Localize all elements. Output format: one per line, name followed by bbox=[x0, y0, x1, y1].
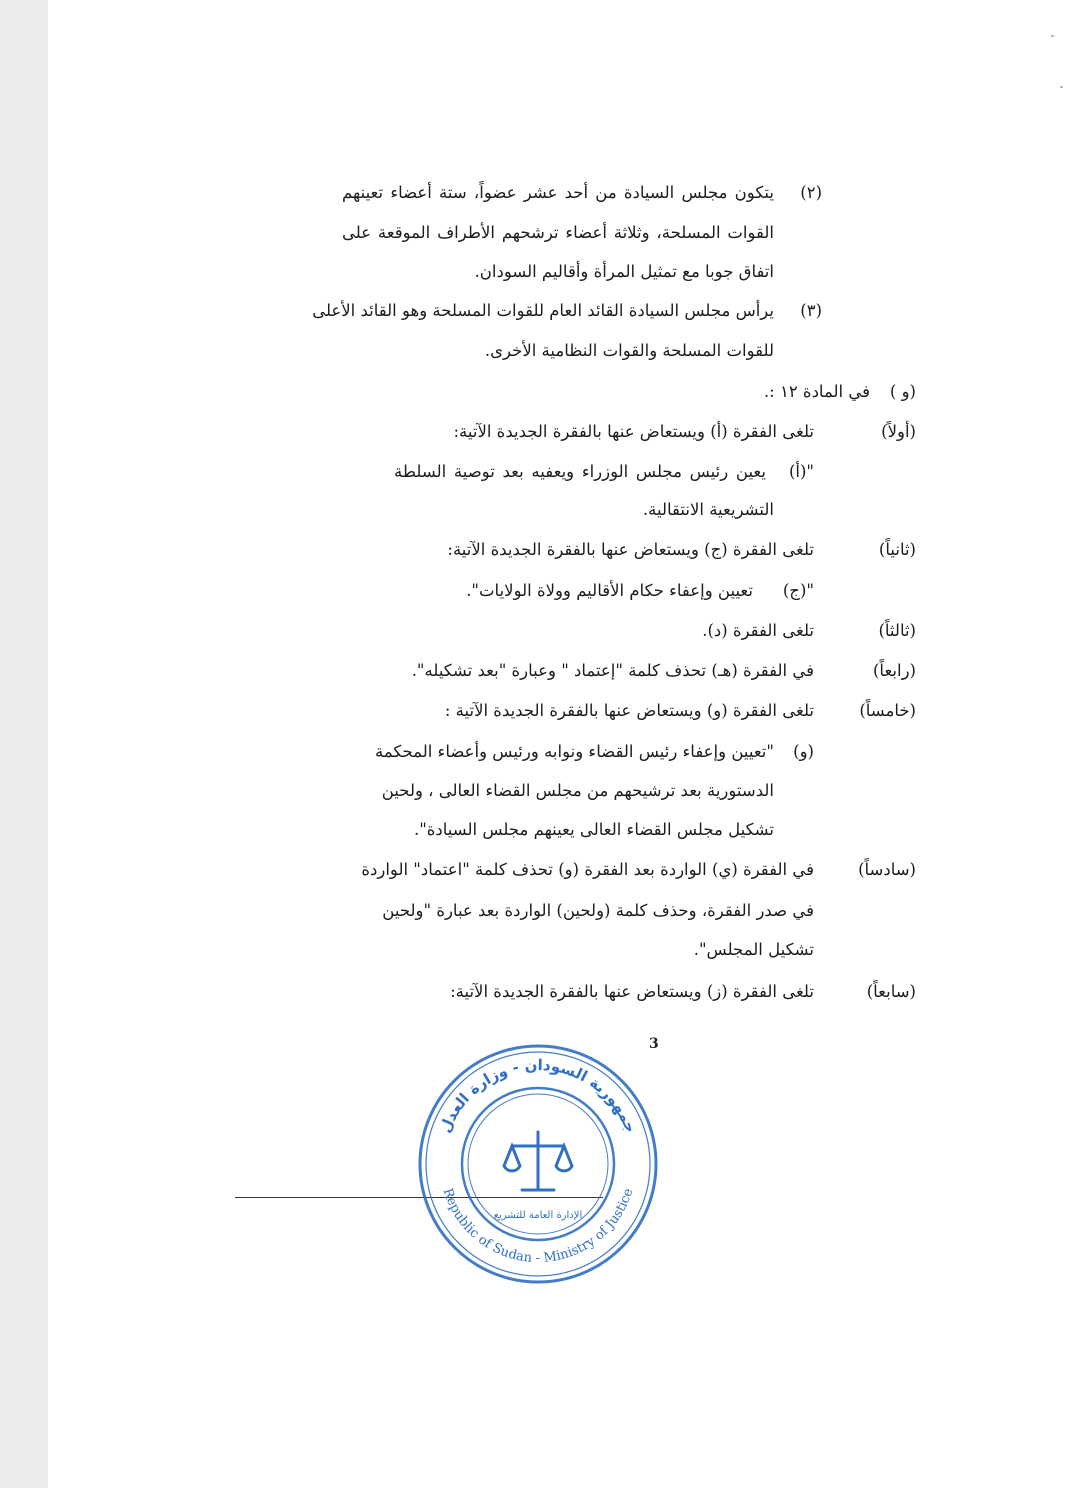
scan-speck bbox=[1060, 86, 1063, 88]
item-label-third: (ثالثاً) bbox=[878, 621, 916, 640]
item-sixth-line-2: في صدر الفقرة، وحذف كلمة (ولحين) الواردة بعد عبارة "ولحين bbox=[382, 901, 814, 920]
item-label-seventh: (سابعاً) bbox=[866, 982, 916, 1001]
item-fourth-text: في الفقرة (هـ) تحذف كلمة "إعتماد " وعبارة "بعد تشكيله". bbox=[411, 661, 814, 680]
new-clause-a-line-2: التشريعية الانتقالية. bbox=[642, 500, 774, 519]
seal-arabic-text: جمهورية السودان - وزارة العدل bbox=[435, 1055, 641, 1136]
item-second-text: تلغى الفقرة (ج) ويستعاض عنها بالفقرة الجديدة الآتية: bbox=[447, 540, 814, 559]
item-label-sixth: (سادساً) bbox=[858, 860, 916, 879]
new-clause-label-a: "(أ) bbox=[788, 462, 814, 481]
new-clause-waw-line-1: "تعيين وإعفاء رئيس القضاء ونوابه ورئيس وأعضاء المحكمة bbox=[375, 742, 774, 761]
item-fifth-text: تلغى الفقرة (و) ويستعاض عنها بالفقرة الجديدة الآتية : bbox=[444, 701, 814, 720]
clause-3-line-1: يرأس مجلس السيادة القائد العام للقوات المسلحة وهو القائد الأعلى bbox=[312, 301, 774, 320]
document-page bbox=[48, 0, 1080, 1488]
clause-2-line-2: القوات المسلحة، وثلاثة أعضاء ترشحهم الأطراف الموقعة على bbox=[342, 223, 774, 242]
seal-english-text: Republic of Sudan - Ministry of Justice bbox=[439, 1186, 637, 1266]
new-clause-label-jim: "(ج) bbox=[782, 581, 814, 600]
scales-of-justice-icon bbox=[504, 1132, 572, 1190]
item-label-fifth: (خامساً) bbox=[859, 701, 916, 720]
section-waw-text: في المادة ١٢ :. bbox=[763, 382, 870, 401]
clause-2-line-3: اتفاق جوبا مع تمثيل المرأة وأقاليم السودان. bbox=[474, 262, 774, 281]
clause-label-2: (٢) bbox=[800, 183, 822, 202]
item-seventh-text: تلغى الفقرة (ز) ويستعاض عنها بالفقرة الجديدة الآتية: bbox=[450, 982, 814, 1001]
ministry-of-justice-seal bbox=[414, 1040, 662, 1288]
item-label-first: (أولاً) bbox=[881, 422, 916, 441]
page-number: 3 bbox=[649, 1036, 659, 1052]
new-clause-a-line-1: يعين رئيس مجلس الوزراء ويعفيه بعد توصية السلطة bbox=[394, 462, 766, 481]
item-sixth-line-3: تشكيل المجلس". bbox=[693, 940, 814, 959]
new-clause-label-waw: (و) bbox=[793, 742, 814, 761]
clause-2-line-1: يتكون مجلس السيادة من أحد عشر عضواً، ستة أعضاء تعينهم bbox=[342, 183, 774, 202]
scan-speck bbox=[1051, 35, 1054, 37]
item-first-text: تلغى الفقرة (أ) ويستعاض عنها بالفقرة الجديدة الآتية: bbox=[453, 422, 814, 441]
seal-inner-text: الإدارة العامة للتشريع bbox=[493, 1210, 583, 1221]
clause-3-line-2: للقوات المسلحة والقوات النظامية الأخرى. bbox=[484, 341, 774, 360]
item-sixth-line-1: في الفقرة (ي) الواردة بعد الفقرة (و) تحذف كلمة "اعتماد" الواردة bbox=[361, 860, 814, 879]
clause-label-3: (٣) bbox=[800, 301, 822, 320]
item-third-text: تلغى الفقرة (د). bbox=[702, 621, 814, 640]
new-clause-waw-line-3: تشكيل مجلس القضاء العالى يعينهم مجلس السيادة". bbox=[413, 820, 774, 839]
item-label-fourth: (رابعاً) bbox=[872, 661, 916, 680]
section-label-waw: (و ) bbox=[889, 382, 916, 401]
new-clause-waw-line-2: الدستورية بعد ترشيحهم من مجلس القضاء العالى ، ولحين bbox=[381, 781, 774, 800]
item-label-second: (ثانياً) bbox=[878, 540, 916, 559]
new-clause-jim-text: تعيين وإعفاء حكام الأقاليم وولاة الولايات". bbox=[466, 581, 753, 600]
